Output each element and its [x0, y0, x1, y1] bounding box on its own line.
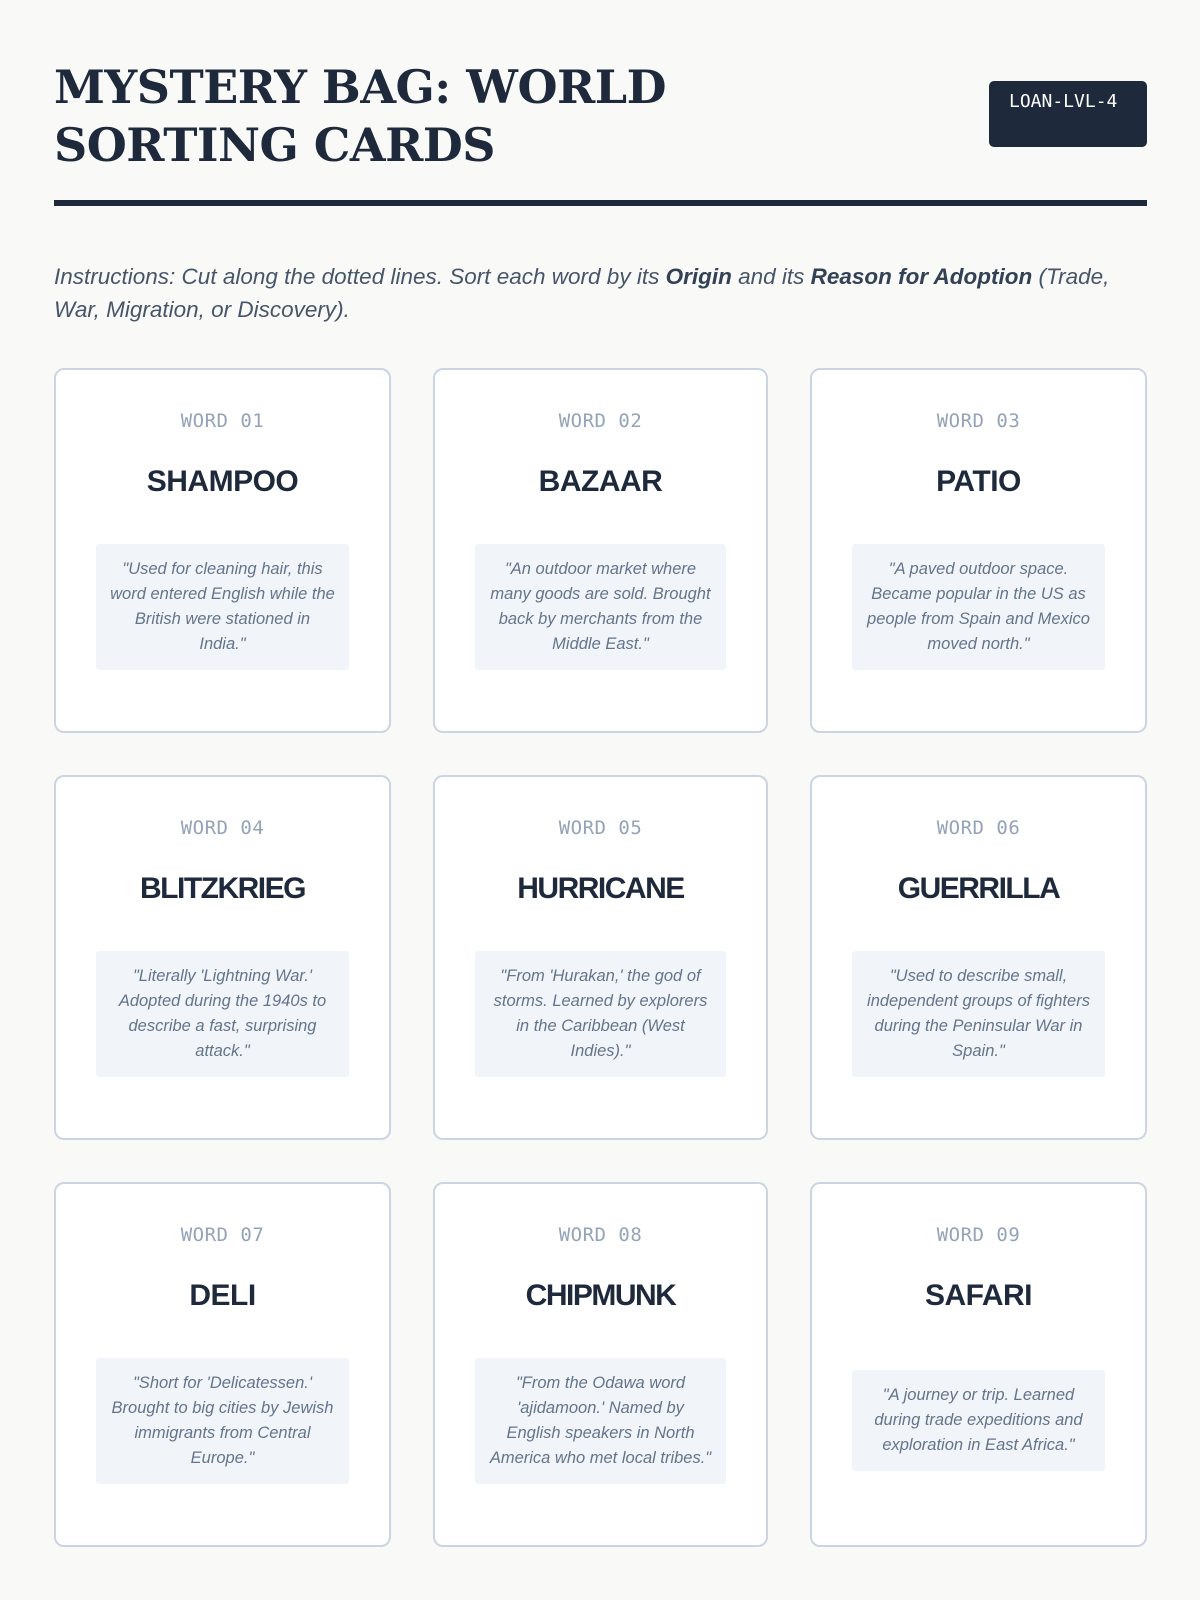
word-card[interactable] [433, 775, 768, 1140]
word-card[interactable] [54, 1182, 391, 1547]
word-term: SAFARI [924, 1279, 1032, 1312]
word-card[interactable] [810, 1182, 1147, 1547]
word-term: BAZAAR [538, 465, 663, 498]
word-number: WORD 02 [558, 410, 643, 432]
worksheet-page [54, 0, 1147, 1467]
instructions-suffix: (Trade, War, Migration, or Discovery). [54, 264, 1110, 322]
word-description: "A paved outdoor space. Became popular in the US as people from Spain and Mexico moved north." [852, 544, 1105, 670]
word-description: "Literally 'Lightning War.' Adopted during the 1940s to describe a fast, surprising attack." [96, 951, 349, 1077]
word-term: GUERRILLA [897, 872, 1060, 905]
worksheet-header [54, 0, 1147, 206]
word-number: WORD 03 [936, 410, 1021, 432]
word-description: "A journey or trip. Learned during trade expeditions and exploration in East Africa." [852, 1370, 1105, 1471]
word-number: WORD 04 [180, 817, 265, 839]
instructions [54, 260, 1147, 326]
word-card[interactable] [54, 775, 391, 1140]
word-description: "Used to describe small, independent groups of fighters during the Peninsular War in Spain." [852, 951, 1105, 1077]
word-number: WORD 01 [180, 410, 265, 432]
level-badge: LOAN-LVL-4 [989, 81, 1147, 147]
word-number: WORD 06 [936, 817, 1021, 839]
word-term: HURRICANE [517, 872, 684, 905]
word-term: CHIPMUNK [525, 1279, 676, 1312]
word-card[interactable] [54, 368, 391, 733]
word-card[interactable] [433, 1182, 768, 1547]
card-grid [54, 368, 1147, 1547]
word-number: WORD 09 [936, 1224, 1021, 1246]
word-number: WORD 07 [180, 1224, 265, 1246]
word-description: "Used for cleaning hair, this word entered English while the British were stationed in India." [96, 544, 349, 670]
word-term: DELI [189, 1279, 256, 1312]
word-card[interactable] [433, 368, 768, 733]
instructions-prefix: Instructions: Cut along the dotted lines. Sort each word by its [54, 264, 666, 289]
instructions-reason: Reason for Adoption [810, 264, 1033, 289]
word-term: SHAMPOO [146, 465, 299, 498]
instructions-origin: Origin [665, 264, 732, 289]
word-term: PATIO [936, 465, 1021, 498]
word-description: "An outdoor market where many goods are sold. Brought back by merchants from the Middle East." [475, 544, 726, 670]
word-card[interactable] [810, 775, 1147, 1140]
word-description: "From 'Hurakan,' the god of storms. Learned by explorers in the Caribbean (West Indies)." [475, 951, 726, 1077]
word-card[interactable] [810, 368, 1147, 733]
header-divider [54, 200, 1147, 206]
page-title: MYSTERY BAG: WORLD SORTING CARDS [54, 60, 666, 172]
word-term: BLITZKRIEG [140, 872, 305, 905]
word-description: "From the Odawa word 'ajidamoon.' Named by English speakers in North America who met local tribes." [475, 1358, 726, 1484]
word-number: WORD 08 [558, 1224, 643, 1246]
word-number: WORD 05 [558, 817, 643, 839]
word-description: "Short for 'Delicatessen.' Brought to big cities by Jewish immigrants from Central Europe." [96, 1358, 349, 1484]
instructions-middle: and its [731, 264, 811, 289]
